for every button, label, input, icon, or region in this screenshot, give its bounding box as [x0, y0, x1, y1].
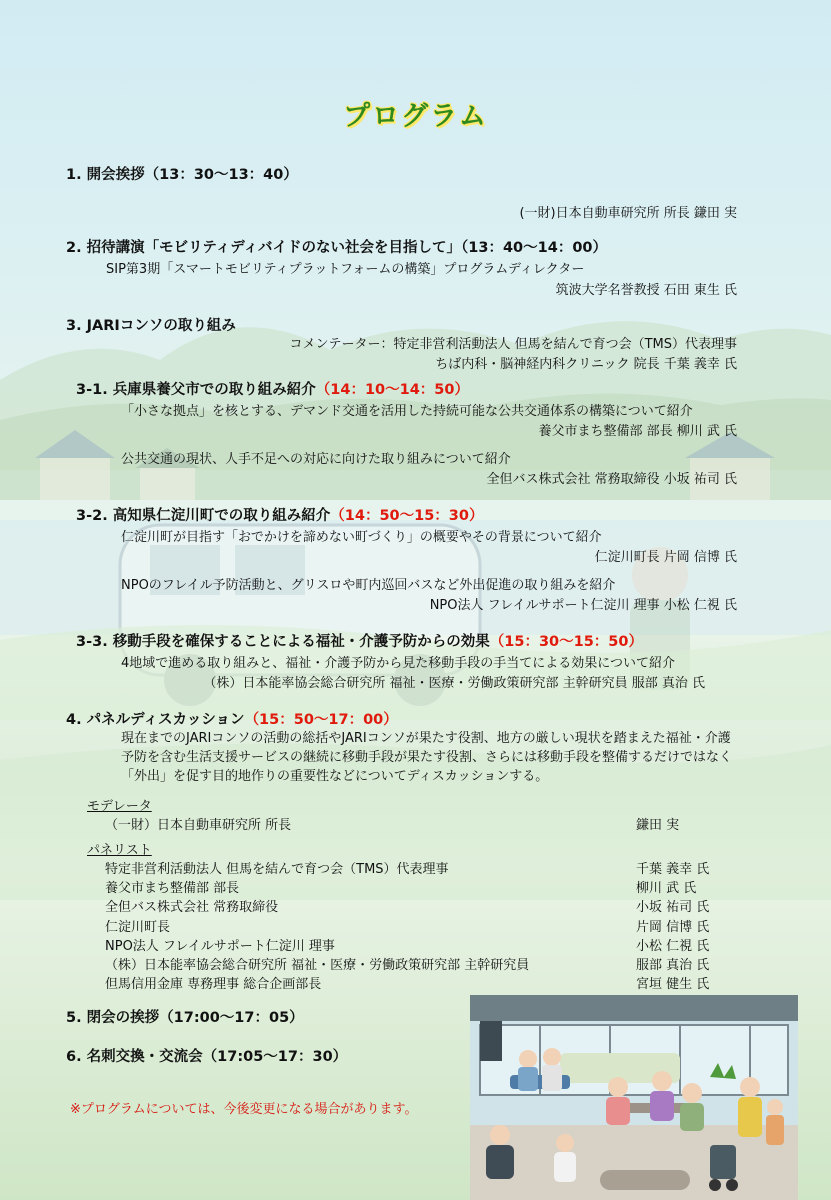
panelist-name: 小松 仁視 氏: [636, 939, 710, 954]
section-3-2-speaker-1: 仁淀川町長 片岡 信博 氏: [594, 550, 737, 565]
section-3-2-time: （14：50〜15：30）: [330, 508, 484, 524]
section-6-heading: 6. 名刺交換・交流会（17:05〜17：30）: [66, 1049, 348, 1065]
section-3-1-desc-2: 公共交通の現状、人手不足への対応に向けた取り組みについて紹介: [121, 452, 511, 467]
panelist-org: 但馬信用金庫 専務理事 総合企画部長: [105, 977, 322, 992]
panelist-org: 全但バス株式会社 常務取締役: [105, 900, 279, 915]
section-3-2-desc-2: NPOのフレイル予防活動と、グリスロや町内巡回バスなど外出促進の取り組みを紹介: [121, 578, 616, 593]
section-3-3-time: （15：30〜15：50）: [489, 634, 643, 650]
section-3-2-title: 3-2. 高知県仁淀川町での取り組み紹介: [76, 508, 331, 524]
panelist-name: 千葉 義幸 氏: [636, 862, 710, 877]
section-4-heading: [66, 708, 398, 729]
section-5-heading: 5. 閉会の挨拶（17:00〜17：05）: [66, 1010, 304, 1026]
panelist-name: 服部 真治 氏: [636, 958, 710, 973]
section-3-1-heading: [76, 378, 469, 399]
community-gathering-illustration: [470, 995, 798, 1200]
section-3-commentator-1: コメンテーター：特定非営利活動法人 但馬を結んで育つ会（TMS）代表理事: [289, 337, 737, 352]
section-3-3-desc-1: 4地域で進める取り組みと、福祉・介護予防から見た移動手段の手当てによる効果について紹介: [121, 656, 676, 671]
page-title: プログラム: [343, 101, 488, 132]
panelist-org: NPO法人 フレイルサポート仁淀川 理事: [105, 939, 335, 954]
moderator-org: （一財）日本自動車研究所 所長: [105, 818, 292, 833]
section-1-heading: 1. 開会挨拶（13：30〜13：40）: [66, 167, 298, 183]
panelist-name: 宮垣 健生 氏: [636, 977, 710, 992]
section-1-speaker: (一財)日本自動車研究所 所長 鎌田 実: [519, 206, 737, 221]
panelist-name: 柳川 武 氏: [636, 881, 697, 896]
section-3-commentator-2: ちば内科・脳神経内科クリニック 院長 千葉 義幸 氏: [435, 357, 737, 372]
section-4-body: 現在までのJARIコンソの活動の総括やJARIコンソが果たす役割、地方の厳しい現状を踏まえた福祉・介護予防を含む生活支援サービスの継続に移動手段が果たす役割、さらには移動手段を整備するだけではなく「外出」を促す目的地作りの重要性などについてディスカッションする。: [121, 731, 733, 784]
section-3-1-speaker-1: 養父市まち整備部 部長 柳川 武 氏: [538, 424, 737, 439]
panelist-org: 養父市まち整備部 部長: [105, 881, 240, 896]
panelist-org: （株）日本能率協会総合研究所 福祉・医療・労働政策研究部 主幹研究員: [105, 958, 530, 973]
section-3-heading: 3. JARIコンソの取り組み: [66, 318, 236, 334]
section-4-time: （15：50〜17：00）: [244, 712, 398, 728]
panelist-org: 特定非営利活動法人 但馬を結んで育つ会（TMS）代表理事: [105, 862, 449, 877]
moderator-label: モデレータ: [87, 799, 152, 814]
section-3-3-heading: [76, 630, 643, 651]
section-4-title: 4. パネルディスカッション: [66, 712, 245, 728]
section-3-3-speaker-1: （株）日本能率協会総合研究所 福祉・医療・労働政策研究部 主幹研究員 服部 真治 氏: [203, 676, 705, 691]
section-3-1-title: 3-1. 兵庫県養父市での取り組み紹介: [76, 382, 316, 398]
panelists-label: パネリスト: [87, 843, 152, 858]
section-2-speaker: 筑波大学名誉教授 石田 東生 氏: [555, 283, 737, 298]
section-3-2-heading: [76, 504, 483, 525]
section-3-1-desc-1: 「小さな拠点」を核とする、デマンド交通を活用した持続可能な公共交通体系の構築について紹介: [121, 404, 693, 419]
section-3-1-time: （14：10〜14：50）: [315, 382, 469, 398]
section-2-heading: 2. 招待講演「モビリティディバイドのない社会を目指して」（13：40〜14：00）: [66, 240, 607, 256]
moderator-name: 鎌田 実: [636, 818, 680, 833]
section-2-line1: SIP第3期「スマートモビリティプラットフォームの構築」プログラムディレクター: [106, 262, 585, 277]
panelist-name: 小坂 祐司 氏: [636, 900, 710, 915]
change-notice: ※プログラムについては、今後変更になる場合があります。: [70, 1102, 418, 1117]
section-3-2-desc-1: 仁淀川町が目指す「おでかけを諦めない町づくり」の概要やその背景について紹介: [121, 530, 602, 545]
section-3-3-title: 3-3. 移動手段を確保することによる福祉・介護予防からの効果: [76, 634, 490, 650]
section-3-2-speaker-2: NPO法人 フレイルサポート仁淀川 理事 小松 仁視 氏: [429, 598, 737, 613]
panelist-name: 片岡 信博 氏: [636, 920, 710, 935]
panelist-org: 仁淀川町長: [105, 920, 171, 935]
section-3-1-speaker-2: 全但バス株式会社 常務取締役 小坂 祐司 氏: [486, 472, 737, 487]
